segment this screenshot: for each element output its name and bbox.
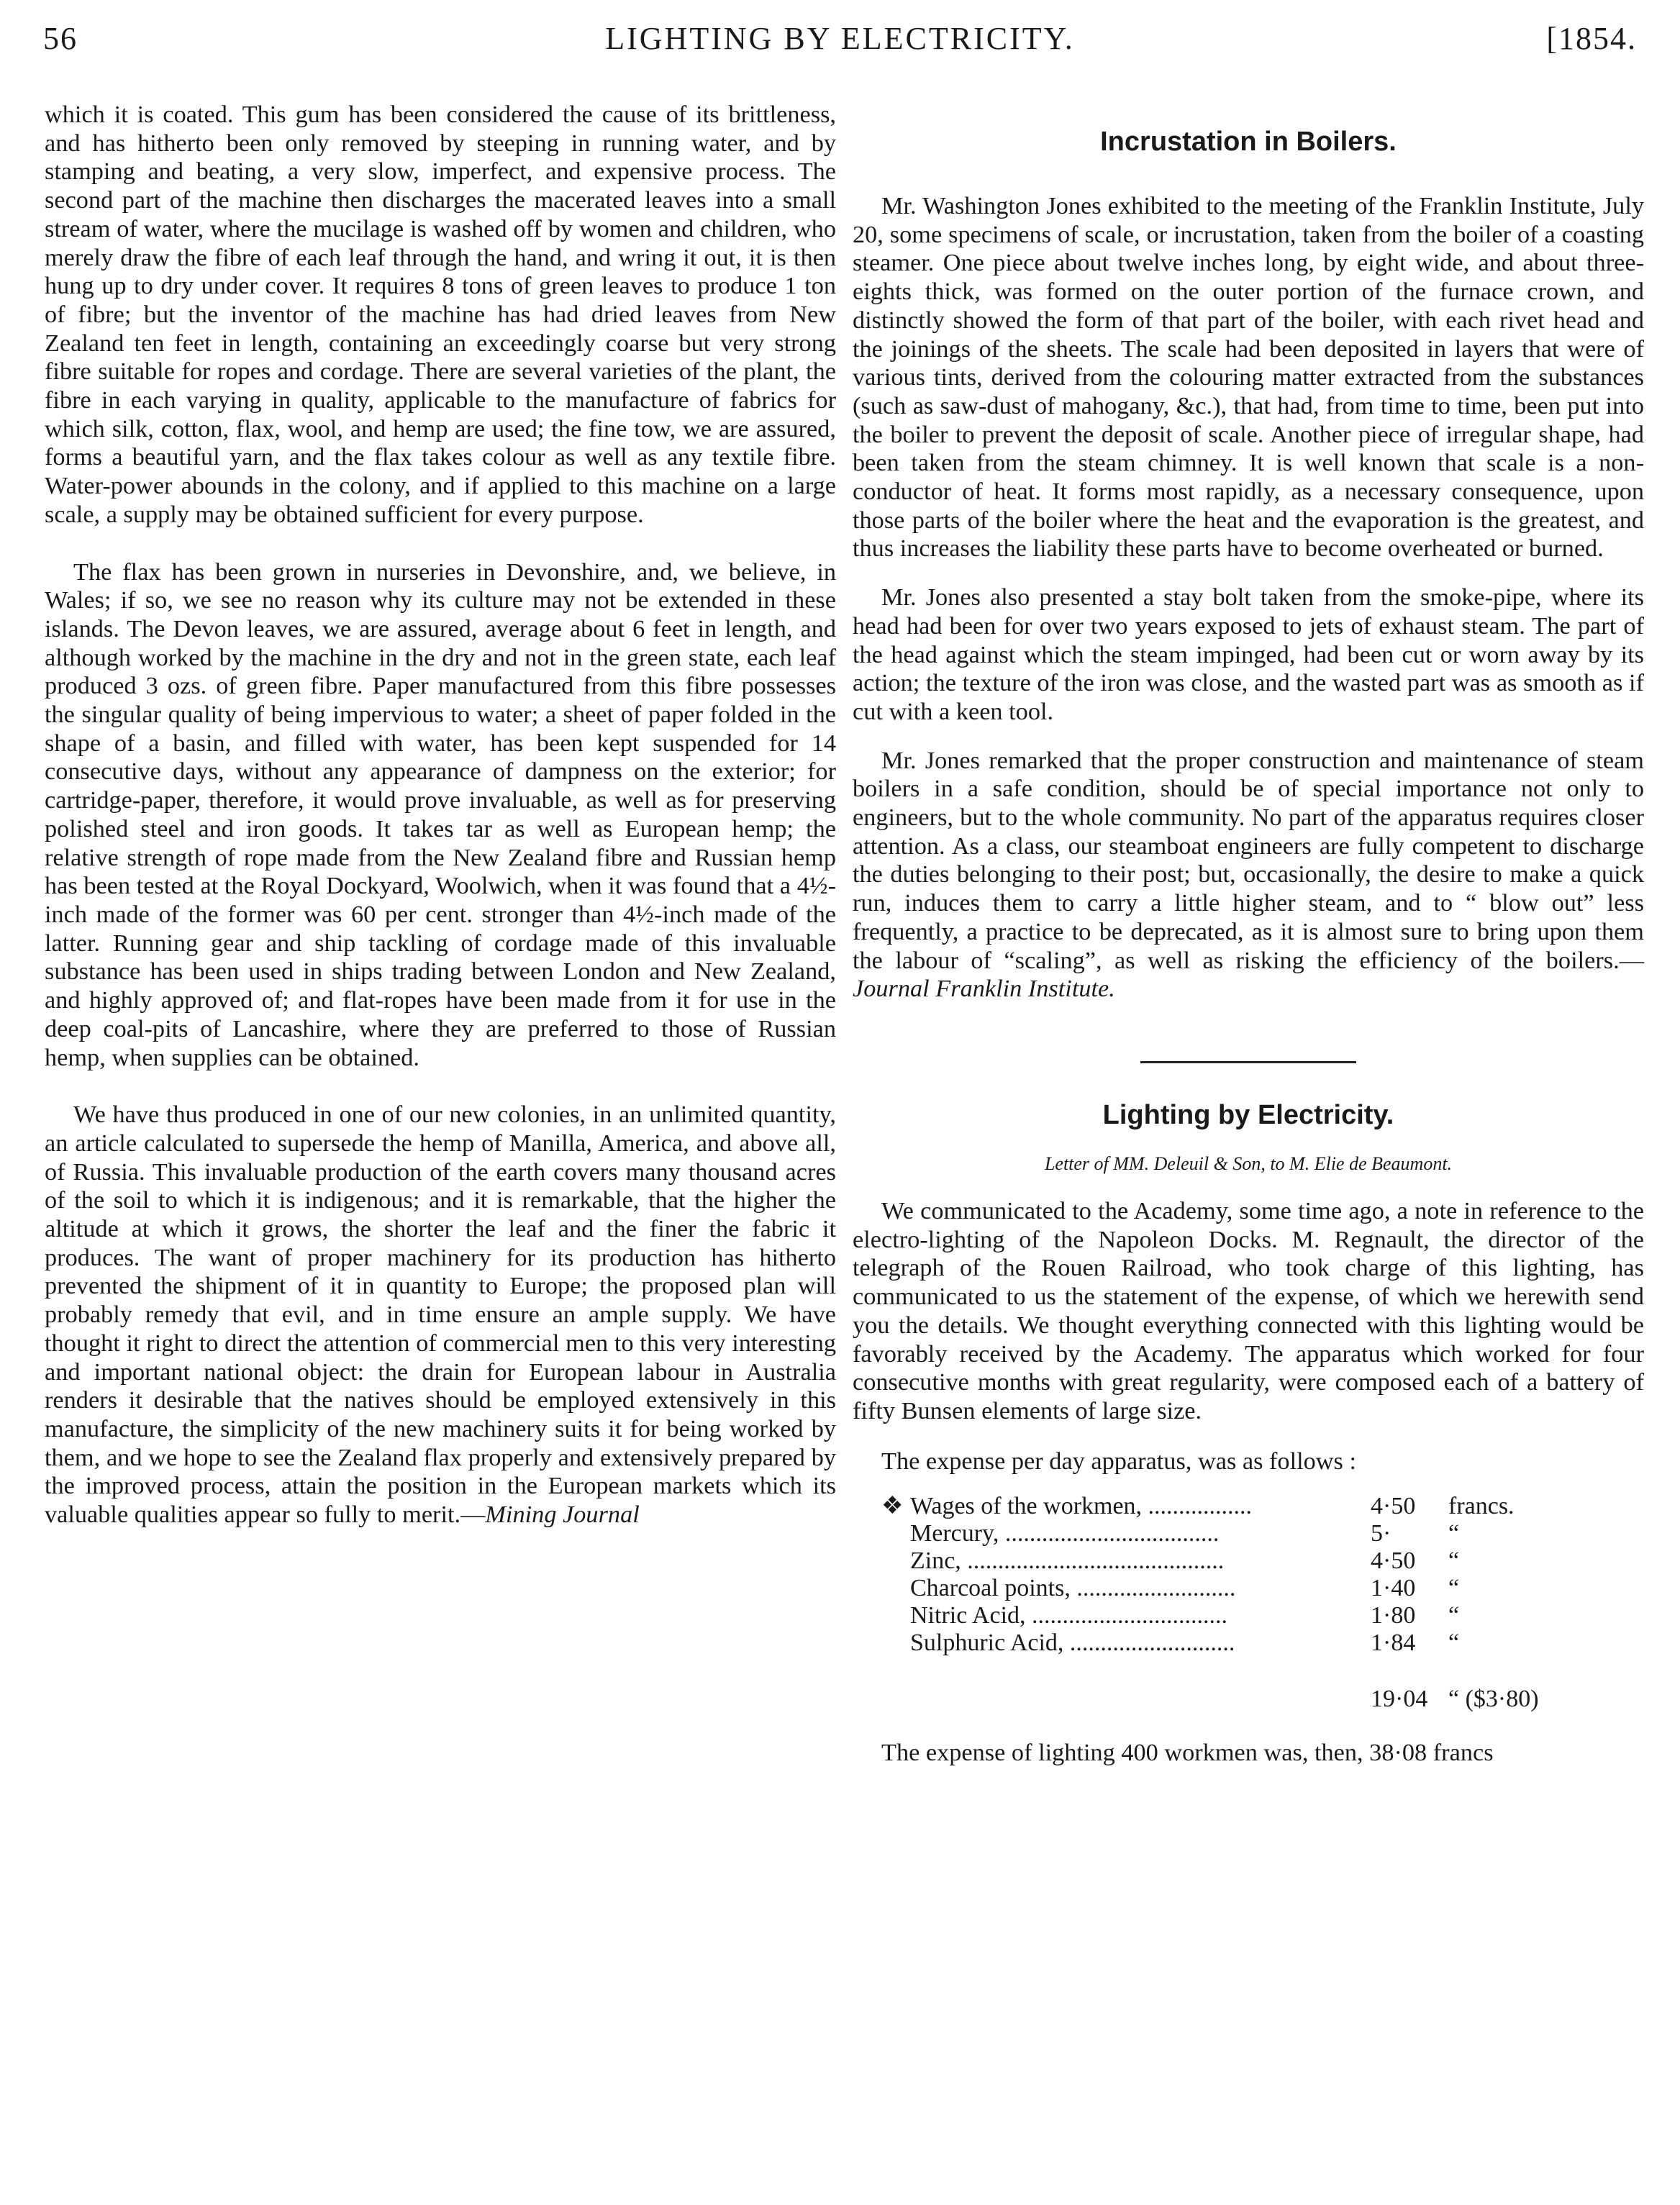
flax-paragraph-2: The flax has been grown in nurseries in Devonshire, and, we believe, in Wales; if so, we see no reason why its culture may not be extended in these islands. The Devon leaves, we are assured, average about 6 feet in length, and although worked by the machine in the dry and not in the green state, each leaf produced 3 ozs. of green fibre. Paper manufactured from this fibre possesses the singular quality of being impervious to water; a sheet of paper folded in the shape of a basin, and filled with water, has been kept suspended for 14 consecutive days, without any appearance of dampness on the exterior; for cartridge-paper, therefore, it would prove invaluable, as well as for preserving polished steel and iron goods. It takes tar as well as European hemp; the relative strength of rope made from the New Zealand fibre and Russian hemp has been tested at the Royal Dockyard, Woolwich, when it was found that a 4½-inch made of the former was 60 per cent. stronger than 4½-inch made of the latter. Running gear and ship tackling of cordage made of this invaluable substance has been used in ships trading between London and New Zealand, and highly approved of; and flat-ropes have been made from it for use in the deep coal-pits of Lancashire, where they are preferred to those of Russian hemp, when supplies can be obtained.: [45, 558, 836, 1071]
left-column: [45, 101, 836, 1529]
expense-total-amount: 19·04: [1371, 1686, 1428, 1713]
expense-unit: “: [1448, 1629, 1460, 1657]
lighting-final-line: The expense of lighting 400 workmen was, then, 38·08 francs: [881, 1739, 1494, 1767]
header-year: [1854.: [1546, 21, 1637, 56]
expense-label-text: Charcoal points, ..........................: [910, 1575, 1236, 1602]
page-header: [43, 20, 1637, 78]
expense-label-text: Nitric Acid, ................................: [910, 1602, 1228, 1629]
expense-amount: 4·50: [1371, 1493, 1416, 1520]
lighting-subtitle: Letter of MM. Deleuil & Son, to M. Elie de Beaumont.: [1044, 1152, 1453, 1174]
incrustation-paragraph-3: [853, 747, 1644, 1004]
expense-row: [881, 1520, 1550, 1547]
incrustation-paragraph-1: Mr. Washington Jones exhibited to the meeting of the Franklin Institute, July 20, some specimens of scale, or incrustation, taken from the boiler of a coasting steamer. One piece about twelve inches long, by eight wide, and about three-eights thick, was formed on the outer portion of the furnace crown, and distinctly showed the form of that part of the boiler, with each rivet head and the joinings of the sheets. The scale had been deposited in layers that were of various tints, derived from the colouring matter extracted from the substances (such as saw-dust of mahogany, &c.), that had, from time to time, been put into the boiler to prevent the deposit of scale. Another piece of irregular shape, had been taken from the steam chimney. It is well known that scale is a non-conductor of heat. It forms most rapidly, as a necessary consequence, upon those parts of the boiler where the heat and the evaporation is the greatest, and thus increases the liability these parts have to become overheated or burned.: [853, 192, 1644, 563]
expense-amount: 1·40: [1371, 1575, 1416, 1602]
expense-row: [881, 1602, 1550, 1629]
flax-paragraph-3-text: We have thus produced in one of our new colonies, in an unlimited quantity, an article calculated to supersede the hemp of Manilla, America, and above all, of Russia. This invaluable production of the earth covers many thousand acres of the soil to which it is indigenous; and it is remarkable, that the higher the altitude at which it grows, the shorter the leaf and the finer the fabric it produces. The want of proper machinery for its production has hitherto prevented the shipment of it in quantity to Europe; the proposed plan will probably remedy that evil, and in time ensure an ample supply. We have thought it right to direct the attention of commercial men to this very interesting and important national object: the drain for European labour in Australia renders it desirable that the natives should be employed extensively in this manufacture, the simplicity of the new machinery suits it for being worked by them, and we hope to see the Zealand flax properly and extensively prepared by the improved process, attain the position in the European markets which its valuable qualities appear so fully to merit.—: [45, 1101, 836, 1529]
expense-label: [881, 1493, 1371, 1520]
flax-source: Mining Journal: [485, 1501, 640, 1529]
incrustation-source: Journal Franklin Institute.: [853, 975, 1115, 1003]
expense-amount: 4·50: [1371, 1547, 1416, 1575]
expense-unit: “: [1448, 1520, 1460, 1547]
expense-unit: “: [1448, 1602, 1460, 1629]
incrustation-paragraph-3-text: Mr. Jones remarked that the proper construction and maintenance of steam boilers in a safe condition, should be of special importance not only to engineers, but to the whole community. No part of the apparatus requires closer attention. As a class, our steamboat engineers are fully competent to discharge the duties belonging to their post; but, occasionally, the desire to make a quick run, induces them to carry a little higher steam, and to “ blow out” less frequently, a practice to be deprecated, as it is almost sure to bring upon them the labour of “scaling”, as well as risking the efficiency of the boilers.—: [853, 746, 1644, 974]
flax-paragraph-1: which it is coated. This gum has been considered the cause of its brittleness, and has hitherto been only removed by steeping in running water, and by stamping and beating, a very slow, imperfect, and expensive process. The second part of the machine then discharges the macerated leaves into a small stream of water, where the mucilage is washed off by women and children, who merely draw the fibre of each leaf through the hand, and wring it out, it is then hung up to dry under cover. It requires 8 tons of green leaves to produce 1 ton of fibre; but the inventor of the machine has had dried leaves from New Zealand ten feet in length, containing an exceedingly coarse but very strong fibre suitable for ropes and cordage. There are several varieties of the plant, the fibre in each varying in quality, applicable to the manufacture of fabrics for which silk, cotton, flax, wool, and hemp are used; the fine tow, we are assured, forms a beautiful yarn, and the flax takes colour as well as any textile fibre. Water-power abounds in the colony, and if applied to this machine on a large scale, a supply may be obtained sufficient for every purpose.: [45, 101, 836, 528]
expense-label: [881, 1520, 1371, 1547]
expense-amount: 5·: [1371, 1520, 1391, 1547]
running-title: LIGHTING BY ELECTRICITY.: [605, 21, 1075, 56]
expense-total-spacer: [881, 1657, 1371, 1713]
expense-label: [881, 1629, 1371, 1657]
expense-unit: “: [1448, 1575, 1460, 1602]
section-divider: [1140, 1061, 1356, 1063]
expense-total-unit: “ ($3·80): [1448, 1686, 1539, 1713]
incrustation-title: Incrustation in Boilers.: [1100, 127, 1397, 157]
bullet-mark: ❖: [881, 1493, 904, 1520]
expense-table: [881, 1493, 1550, 1713]
expense-label: [881, 1547, 1371, 1575]
expense-total-row: [881, 1657, 1550, 1713]
expense-unit: francs.: [1448, 1493, 1515, 1520]
lighting-title: Lighting by Electricity.: [1102, 1099, 1394, 1130]
page-number: 56: [43, 21, 78, 56]
expense-row: [881, 1547, 1550, 1575]
flax-paragraph-3: [45, 1101, 836, 1529]
expense-row: [881, 1493, 1550, 1520]
expense-row: [881, 1575, 1550, 1602]
expense-label: [881, 1602, 1371, 1629]
expense-row: [881, 1629, 1550, 1657]
expense-unit: “: [1448, 1547, 1460, 1575]
incrustation-paragraph-2: Mr. Jones also presented a stay bolt taken from the smoke-pipe, where its head had been for over two years exposed to jets of exhaust steam. The part of the head against which the steam impinged, had been cut or worn away by its action; the texture of the iron was close, and the wasted part was as smooth as if cut with a keen tool.: [853, 583, 1644, 725]
expense-label: [881, 1575, 1371, 1602]
lighting-paragraph: We communicated to the Academy, some time ago, a note in reference to the electro-lighting of the Napoleon Docks. M. Regnault, the director of the telegraph of the Rouen Railroad, who took charge of this lighting, has communicated to us the statement of the expense, of which we herewith send you the details. We thought everything connected with this lighting would be favorably received by the Academy. The apparatus which worked for four consecutive months with great regularity, were composed each of a battery of fifty Bunsen elements of large size.: [853, 1196, 1644, 1424]
expense-label-text: Zinc, ..........................................: [910, 1547, 1225, 1575]
expense-label-text: Wages of the workmen, .................: [910, 1493, 1253, 1520]
expense-amount: 1·84: [1371, 1629, 1416, 1657]
expense-label-text: Mercury, ...................................: [910, 1520, 1220, 1547]
expense-intro: The expense per day apparatus, was as follows :: [881, 1447, 1356, 1475]
right-column: [853, 101, 1644, 1768]
expense-label-text: Sulphuric Acid, ...........................: [910, 1629, 1235, 1657]
expense-amount: 1·80: [1371, 1602, 1416, 1629]
